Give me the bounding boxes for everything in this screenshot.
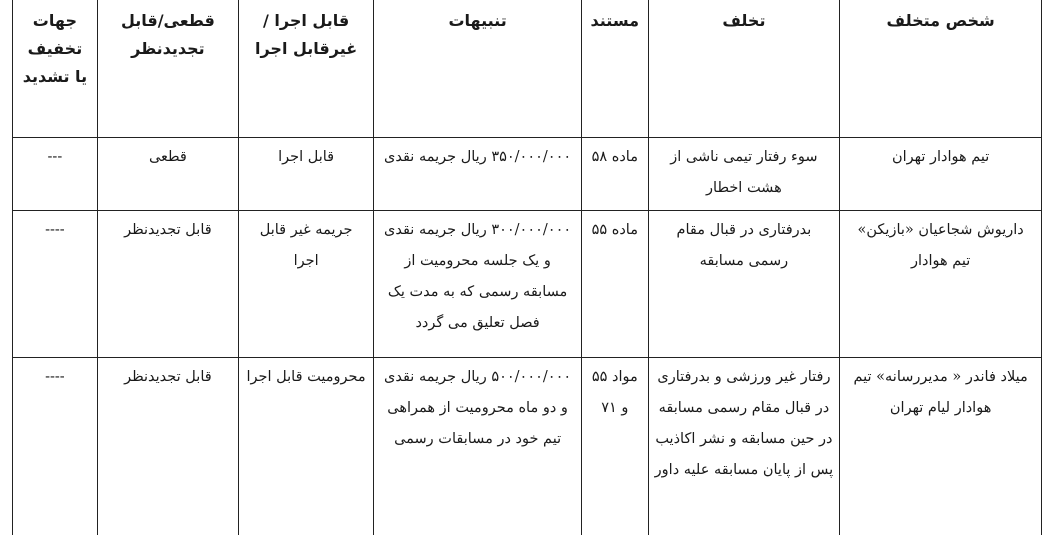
header-violation: تخلف (648, 0, 840, 138)
cell-final-appealable: قابل تجدیدنظر (97, 358, 238, 535)
cell-mitigation: ---- (13, 358, 98, 535)
header-mitigation: جهات تخفیف یا تشدید (13, 0, 98, 138)
cell-final-appealable: قابل تجدیدنظر (97, 211, 238, 358)
cell-penalties: ۳۰۰/۰۰۰/۰۰۰ ریال جریمه نقدی و یک جلسه محرومیت از مسابقه رسمی که به مدت یک فصل تعلیق می گردد (374, 211, 582, 358)
cell-mitigation: --- (13, 138, 98, 211)
cell-penalties: ۳۵۰/۰۰۰/۰۰۰ ریال جریمه نقدی (374, 138, 582, 211)
table-row (13, 138, 1042, 211)
cell-person: میلاد فاندر « مدیررسانه» تیم هوادار لیام تهران (840, 358, 1042, 535)
header-document: مستند (582, 0, 649, 138)
cell-violation: بدرفتاری در قبال مقام رسمی مسابقه (648, 211, 840, 358)
cell-executable: محرومیت قابل اجرا (239, 358, 374, 535)
cell-executable: قابل اجرا (239, 138, 374, 211)
cell-mitigation: ---- (13, 211, 98, 358)
cell-person: داریوش شجاعیان «بازیکن» تیم هوادار (840, 211, 1042, 358)
table-row (13, 211, 1042, 358)
header-penalties: تنبیهات (374, 0, 582, 138)
cell-document: ماده ۵۸ (582, 138, 649, 211)
cell-executable: جریمه غیر قابل اجرا (239, 211, 374, 358)
cell-person: تیم هوادار تهران (840, 138, 1042, 211)
disciplinary-ruling-table (12, 0, 1042, 535)
cell-document: مواد ۵۵ و ۷۱ (582, 358, 649, 535)
cell-final-appealable: قطعی (97, 138, 238, 211)
header-executable: قابل اجرا /غیرقابل اجرا (239, 0, 374, 138)
cell-violation: رفتار غیر ورزشی و بدرفتاری در قبال مقام رسمی مسابقه در حین مسابقه و نشر اکاذیب پس از پایان مسابقه علیه داور (648, 358, 840, 535)
header-final-appealable: قطعی/قابل تجدیدنظر (97, 0, 238, 138)
table-header-row (13, 0, 1042, 138)
table-row (13, 358, 1042, 535)
cell-penalties: ۵۰۰/۰۰۰/۰۰۰ ریال جریمه نقدی و دو ماه محرومیت از همراهی تیم خود در مسابقات رسمی (374, 358, 582, 535)
header-person: شخص متخلف (840, 0, 1042, 138)
cell-document: ماده ۵۵ (582, 211, 649, 358)
cell-violation: سوء رفتار تیمی ناشی از هشت اخطار (648, 138, 840, 211)
